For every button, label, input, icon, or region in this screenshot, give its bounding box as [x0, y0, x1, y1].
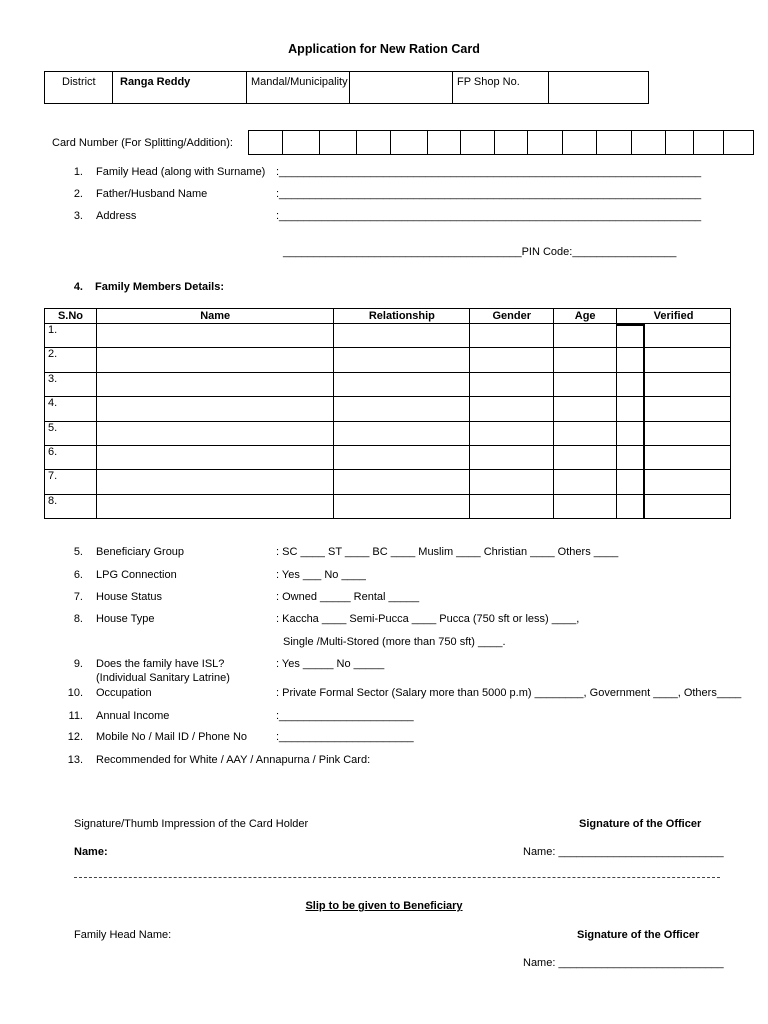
field-value[interactable]: : Yes _____ No _____	[276, 658, 385, 670]
verified-checkbox[interactable]	[617, 397, 645, 420]
cell-verified-box[interactable]	[617, 372, 645, 396]
fpshop-label: FP Shop No.	[457, 76, 520, 88]
cell-sno: 1.	[45, 324, 97, 348]
cell-verified-box[interactable]	[617, 445, 645, 469]
officer-signature-label: Signature of the Officer	[579, 818, 702, 830]
field-label: Beneficiary Group	[96, 546, 185, 558]
field-number: 5.	[73, 546, 83, 558]
field-value[interactable]: :______________________	[276, 731, 414, 743]
cell-gender[interactable]	[470, 372, 554, 396]
district-value: Ranga Reddy	[120, 76, 191, 88]
cell-age[interactable]	[554, 397, 617, 421]
card-number-box[interactable]	[428, 131, 461, 154]
verified-checkbox[interactable]	[617, 373, 645, 396]
table-row	[45, 348, 731, 372]
card-number-box[interactable]	[666, 131, 694, 154]
col-header-sno: S.No	[45, 309, 97, 324]
field-label: LPG Connection	[96, 569, 177, 581]
cell-gender[interactable]	[470, 470, 554, 494]
field-number: 11.	[68, 710, 83, 722]
cell-verified-extra[interactable]	[645, 445, 731, 469]
field-label: Mobile No / Mail ID / Phone No	[96, 731, 248, 743]
field-number: 1.	[73, 166, 83, 178]
cell-gender[interactable]	[470, 348, 554, 372]
field-number: 3.	[73, 210, 83, 222]
cell-sno: 7.	[45, 470, 97, 494]
table-row	[45, 397, 731, 421]
field-value[interactable]: : SC ____ ST ____ BC ____ Muslim ____ Christian ____ Others ____	[276, 546, 619, 558]
mandal-label: Mandal/Municipality	[251, 76, 348, 88]
cell-name[interactable]	[96, 372, 334, 396]
field-value[interactable]: :_____________________________________________________________________	[276, 188, 702, 200]
cell-verified-extra[interactable]	[645, 372, 731, 396]
field-label: House Status	[96, 591, 163, 603]
col-header-relationship: Relationship	[334, 309, 470, 324]
card-number-box[interactable]	[597, 131, 632, 154]
field-label: Family Head (along with Surname)	[96, 166, 266, 178]
cell-gender[interactable]	[470, 421, 554, 445]
table-row	[45, 445, 731, 469]
field-label: House Type	[96, 613, 155, 625]
cell-relationship[interactable]	[334, 348, 470, 372]
card-number-box[interactable]	[357, 131, 391, 154]
card-number-box[interactable]	[283, 131, 320, 154]
mandal-value-cell[interactable]	[350, 72, 453, 103]
cell-age[interactable]	[554, 470, 617, 494]
field-value[interactable]: :_____________________________________________________________________	[276, 166, 702, 178]
cell-verified-box[interactable]	[617, 470, 645, 494]
cell-age[interactable]	[554, 348, 617, 372]
cell-age[interactable]	[554, 372, 617, 396]
field-number: 12.	[67, 731, 83, 743]
slip-officer-signature-label: Signature of the Officer	[577, 929, 700, 941]
cell-sno: 5.	[45, 421, 97, 445]
cell-relationship[interactable]	[334, 470, 470, 494]
cell-sno: 2.	[45, 348, 97, 372]
cell-relationship[interactable]	[334, 421, 470, 445]
cell-gender[interactable]	[470, 324, 554, 348]
verified-checkbox[interactable]	[617, 422, 645, 445]
cell-age[interactable]	[554, 494, 617, 518]
cell-verified-extra[interactable]	[645, 470, 731, 494]
field-label: Father/Husband Name	[96, 188, 208, 200]
cell-age[interactable]	[554, 445, 617, 469]
col-header-age: Age	[554, 309, 617, 324]
family-section-number: 4.	[73, 281, 83, 293]
field-number: 6.	[73, 569, 83, 581]
field-number: 13.	[67, 754, 83, 766]
field-label: Does the family have ISL?	[96, 658, 225, 670]
card-number-box[interactable]	[461, 131, 495, 154]
table-row	[45, 324, 731, 348]
field-value[interactable]: : Kaccha ____ Semi-Pucca ____ Pucca (750 sft or less) ____,	[276, 613, 580, 625]
field-label: Recommended for White / AAY / Annapurna / Pink Card:	[96, 754, 371, 766]
cell-sno: 4.	[45, 397, 97, 421]
table-row	[45, 470, 731, 494]
card-holder-signature-label: Signature/Thumb Impression of the Card Holder	[74, 818, 309, 830]
cell-verified-extra[interactable]	[645, 324, 731, 348]
card-number-box[interactable]	[632, 131, 666, 154]
slip-family-head-label: Family Head Name:	[74, 929, 172, 941]
field-number: 9.	[73, 658, 83, 670]
col-header-verified: Verified	[617, 309, 731, 324]
field-value[interactable]: :______________________	[276, 710, 414, 722]
field-number: 8.	[73, 613, 83, 625]
verified-checkbox[interactable]	[617, 348, 645, 371]
district-value-cell[interactable]	[113, 72, 247, 103]
family-section-label: Family Members Details:	[95, 281, 224, 293]
cell-name[interactable]	[96, 470, 334, 494]
cell-relationship[interactable]	[334, 324, 470, 348]
field-label: Annual Income	[96, 710, 170, 722]
card-number-box[interactable]	[724, 131, 754, 154]
table-row	[45, 494, 731, 518]
fpshop-value-cell[interactable]	[549, 72, 649, 103]
field-value[interactable]: : Yes ___ No ____	[276, 569, 366, 581]
verified-checkbox[interactable]	[617, 446, 645, 469]
cell-age[interactable]	[554, 324, 617, 348]
field-value[interactable]: :_____________________________________________________________________	[276, 210, 702, 222]
verified-checkbox[interactable]	[617, 470, 645, 493]
card-number-boxes[interactable]	[248, 130, 754, 155]
cell-name[interactable]	[96, 445, 334, 469]
field-value[interactable]: : Owned _____ Rental _____	[276, 591, 420, 603]
cell-age[interactable]	[554, 421, 617, 445]
officer-name-line[interactable]: Name: ___________________________	[523, 846, 724, 858]
cell-sno: 6.	[45, 445, 97, 469]
cell-sno: 3.	[45, 372, 97, 396]
card-number-box[interactable]	[694, 131, 724, 154]
cell-relationship[interactable]	[334, 397, 470, 421]
district-label: District	[62, 76, 96, 88]
holder-name-label: Name:	[74, 846, 108, 858]
cell-relationship[interactable]	[334, 372, 470, 396]
verified-checkbox[interactable]	[617, 495, 645, 518]
card-number-label: Card Number (For Splitting/Addition):	[52, 137, 233, 149]
cell-name[interactable]	[96, 348, 334, 372]
cell-name[interactable]	[96, 494, 334, 518]
district-label-cell	[45, 72, 113, 103]
cell-verified-box[interactable]	[617, 421, 645, 445]
cell-gender[interactable]	[470, 397, 554, 421]
cell-sno: 8.	[45, 494, 97, 518]
slip-title: Slip to be given to Beneficiary	[305, 900, 463, 912]
card-number-box[interactable]	[249, 131, 283, 154]
slip-officer-name-line[interactable]: Name: ___________________________	[523, 957, 724, 969]
cell-verified-extra[interactable]	[645, 421, 731, 445]
field-value[interactable]: Single /Multi-Stored (more than 750 sft) ____.	[283, 636, 506, 648]
cell-verified-box[interactable]	[617, 494, 645, 518]
address-line-2[interactable]: _______________________________________PIN Code:_________________	[283, 246, 677, 258]
mandal-label-cell	[247, 72, 350, 103]
cell-verified-box[interactable]	[617, 324, 645, 348]
cell-relationship[interactable]	[334, 494, 470, 518]
cell-name[interactable]	[96, 421, 334, 445]
field-number: 7.	[73, 591, 83, 603]
card-number-box[interactable]	[495, 131, 528, 154]
table-row	[45, 421, 731, 445]
field-label: Occupation	[96, 687, 152, 699]
field-label: Address	[96, 210, 137, 222]
cell-name[interactable]	[96, 397, 334, 421]
field-number: 2.	[73, 188, 83, 200]
table-row	[45, 372, 731, 396]
cut-line-divider	[74, 877, 720, 878]
col-header-gender: Gender	[470, 309, 554, 324]
card-number-box[interactable]	[391, 131, 428, 154]
cell-gender[interactable]	[470, 445, 554, 469]
form-title: Application for New Ration Card	[288, 42, 480, 56]
cell-gender[interactable]	[470, 494, 554, 518]
cell-verified-extra[interactable]	[645, 397, 731, 421]
verified-checkbox[interactable]	[617, 324, 645, 347]
cell-name[interactable]	[96, 324, 334, 348]
table-header-row	[45, 309, 731, 324]
field-value[interactable]: : Private Formal Sector (Salary more than 5000 p.m) ________, Government ____, Others____	[276, 687, 742, 699]
fpshop-label-cell	[453, 72, 549, 103]
family-members-table	[44, 308, 731, 519]
field-label: (Individual Sanitary Latrine)	[96, 672, 230, 684]
header-box	[44, 71, 649, 104]
card-number-box[interactable]	[528, 131, 563, 154]
col-header-name: Name	[96, 309, 334, 324]
cell-verified-extra[interactable]	[645, 494, 731, 518]
field-number: 10.	[67, 687, 83, 699]
cell-verified-extra[interactable]	[645, 348, 731, 372]
cell-verified-box[interactable]	[617, 348, 645, 372]
cell-verified-box[interactable]	[617, 397, 645, 421]
card-number-box[interactable]	[563, 131, 597, 154]
card-number-box[interactable]	[320, 131, 357, 154]
cell-relationship[interactable]	[334, 445, 470, 469]
